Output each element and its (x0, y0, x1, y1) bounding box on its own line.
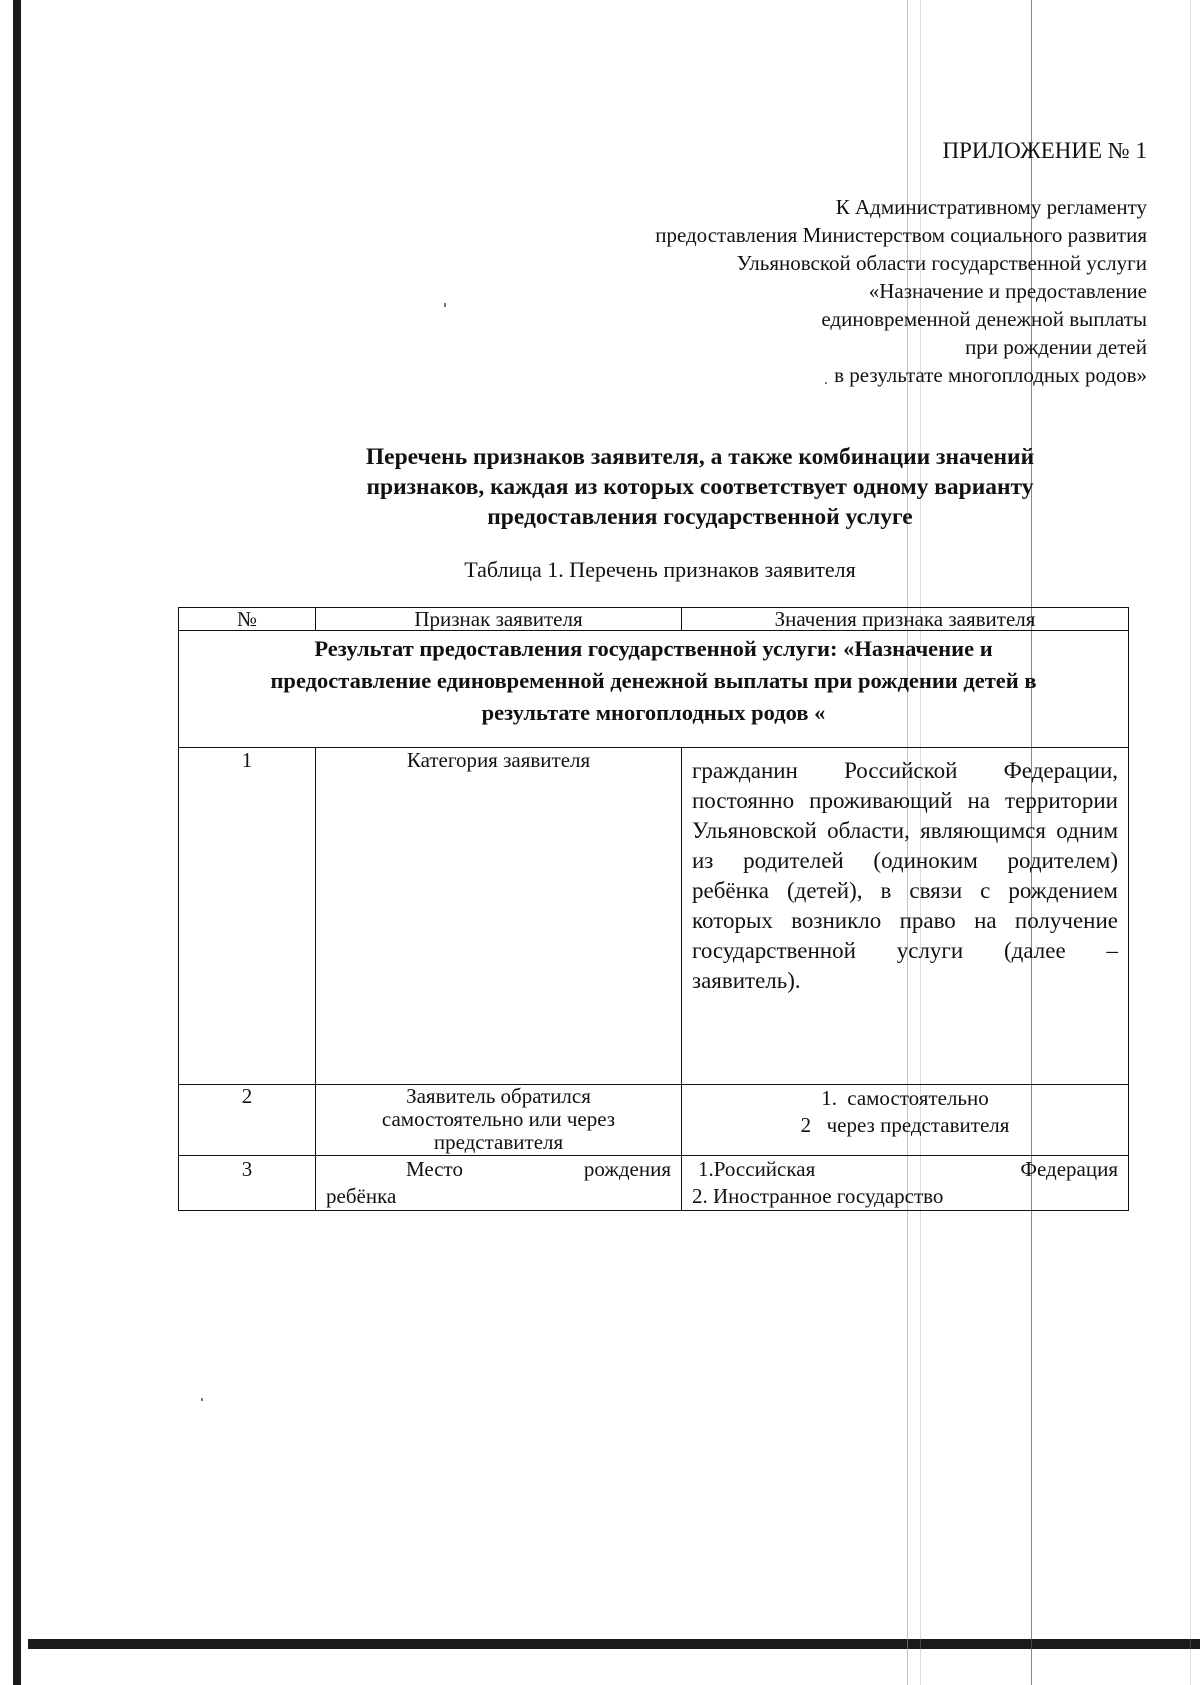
title-line: признаков, каждая из которых соответствует одному варианту (366, 474, 1034, 500)
row-attribute (316, 1156, 682, 1211)
row-number: 3 (179, 1156, 316, 1211)
scan-edge-left (13, 0, 21, 1685)
options-list (692, 1085, 1118, 1139)
appendix-line: при рождении детей (965, 335, 1147, 359)
appendix-line: единовременной денежной выплаты (821, 307, 1147, 331)
option-word: 1.Российская (698, 1157, 816, 1181)
row-value (682, 1156, 1129, 1211)
table-result-row (179, 631, 1129, 748)
header-number: № (179, 608, 316, 631)
option-text: через представителя (826, 1113, 1010, 1137)
result-cell (179, 631, 1129, 748)
row-value: гражданин Российской Федерации, постоянно проживающий на территории Ульяновской области, являющимся одним из родителей (одиноким родителем) ребёнка (детей), в связи с рождением которых возникло право на получение государственной услуги (далее – заявитель). (682, 748, 1129, 1085)
scan-speck (444, 303, 446, 307)
attribute-word: рождения (583, 1157, 671, 1181)
scan-edge-bottom (28, 1639, 1200, 1649)
row-attribute (316, 1085, 682, 1156)
header-values: Значения признака заявителя (682, 608, 1129, 631)
attribute-line (326, 1156, 671, 1183)
title-line: Перечень признаков заявителя, а также комбинации значений (365, 444, 1035, 470)
option-number: 1. (821, 1086, 837, 1110)
table-row (179, 1156, 1129, 1211)
document-title (290, 442, 1110, 532)
title-line: предоставления государственной услуге (487, 504, 913, 530)
table-header-row (179, 608, 1129, 631)
option-item (692, 1112, 1118, 1139)
appendix-reference (507, 193, 1147, 389)
appendix-line: в результате многоплодных родов» (834, 363, 1147, 387)
option-text: самостоятельно (847, 1086, 989, 1110)
attribute-line: Заявитель обратился (406, 1084, 591, 1108)
attribute-line: ребёнка (326, 1184, 397, 1208)
option-number: 2 (800, 1113, 812, 1137)
table-row (179, 1085, 1129, 1156)
option-word: Федерация (1020, 1157, 1118, 1181)
appendix-line: «Назначение и предоставление (868, 279, 1147, 303)
option-line (692, 1156, 1118, 1183)
result-line: предоставление единовременной денежной выплаты при рождении детей в (270, 668, 1037, 693)
scan-speck (201, 1398, 203, 1401)
attribute-word: Место (406, 1157, 463, 1181)
result-line: Результат предоставления государственной услуги: «Назначение и (314, 636, 993, 661)
row-number: 2 (179, 1085, 316, 1156)
attribute-line: самостоятельно или через (381, 1107, 616, 1131)
row-attribute: Категория заявителя (316, 748, 682, 1085)
table-caption: Таблица 1. Перечень признаков заявителя (464, 557, 856, 582)
row-value (682, 1085, 1129, 1156)
appendix-line: предоставления Министерством социального развития (655, 223, 1147, 247)
scan-fold-line (1190, 0, 1191, 1685)
appendix-line: Ульяновской области государственной услуги (736, 251, 1147, 275)
option-line: 2. Иностранное государство (692, 1184, 944, 1208)
table-row (179, 748, 1129, 1085)
result-line: результате многоплодных родов « (481, 700, 826, 725)
option-item (692, 1085, 1118, 1112)
attribute-line: представителя (433, 1130, 564, 1154)
row-number: 1 (179, 748, 316, 1085)
header-attribute: Признак заявителя (316, 608, 682, 631)
appendix-heading: ПРИЛОЖЕНИЕ № 1 (942, 138, 1147, 163)
appendix-line: К Административному регламенту (835, 195, 1147, 219)
applicant-attributes-table (178, 607, 1129, 1211)
